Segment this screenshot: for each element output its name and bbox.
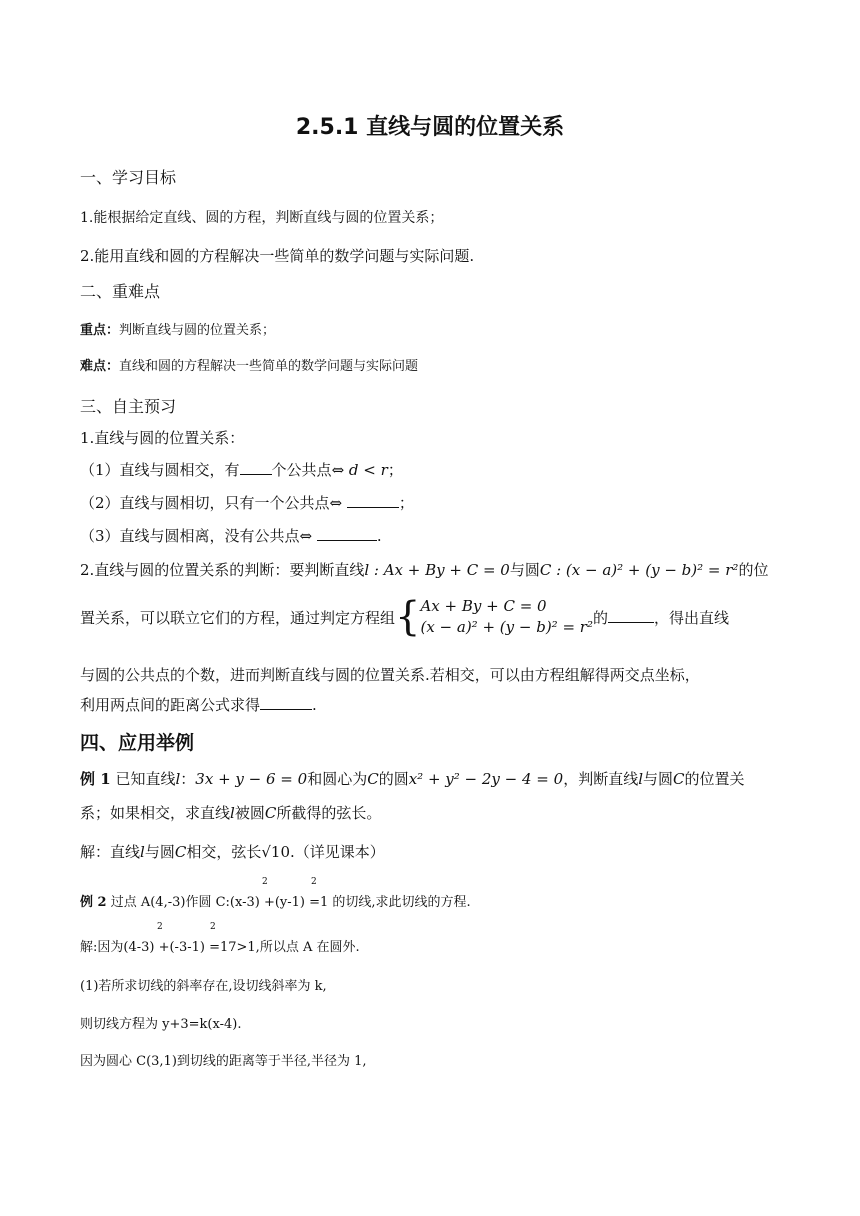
case2-text: （2）直线与圆相切，只有一个公共点 <box>80 494 330 512</box>
case1-text-a: （1）直线与圆相交，有 <box>80 461 240 479</box>
preview-p2 <box>80 559 768 580</box>
preview-p4: 与圆的公共点的个数，进而判断直线与圆的位置关系.若相交，可以由方程组解得两交点坐标， <box>80 666 700 684</box>
preview-case-2 <box>80 492 414 513</box>
case1-text-b: 个公共点 <box>271 461 332 479</box>
sol1-sqrt: √10 <box>261 843 290 861</box>
brace-icon: { <box>395 594 421 640</box>
example-2-label: 例 2 <box>80 895 107 910</box>
ex1-j: l <box>638 770 644 788</box>
ex1-k: 与圆 <box>643 770 674 788</box>
sol1-a: 解：直线 <box>80 843 141 861</box>
example-2-text: 过点 A(4,-3)作圆 C:(x-3) +(y-1) =1 的切线,求此切线的方程. <box>110 895 471 910</box>
key-text: 判断直线与圆的位置关系； <box>119 323 276 338</box>
ex1-c: ： <box>180 770 196 788</box>
case3-end: . <box>376 527 382 545</box>
p3-text-c: ，得出直线 <box>654 608 730 627</box>
hard-point <box>80 355 418 374</box>
equation-system <box>420 596 593 638</box>
iff-icon: ⇔ <box>331 461 345 479</box>
ex1-i: ，判断直线 <box>563 770 639 788</box>
preview-case-3 <box>80 525 382 546</box>
case1-math: d < r <box>348 461 388 479</box>
system-eq-2: (x − a)² + (y − b)² = r² <box>420 618 593 636</box>
ex1-a: 已知直线 <box>115 770 176 788</box>
ex1-g: 的圆 <box>378 770 409 788</box>
key-point <box>80 319 275 338</box>
solution-2-line-3: 则切线方程为 y+3=k(x-4). <box>80 1017 242 1032</box>
sol1-c: 与圆 <box>144 843 175 861</box>
preview-p1: 1.直线与圆的位置关系： <box>80 429 245 447</box>
example-1 <box>80 768 745 789</box>
superscript: 2 <box>262 877 268 887</box>
ex1-b: l <box>175 770 181 788</box>
ex1-circle-eq: x² + y² − 2y − 4 = 0 <box>408 770 564 788</box>
hard-label: 难点： <box>80 359 120 374</box>
solution-2-line-2: (1)若所求切线的斜率存在,设切线斜率为 k, <box>80 979 327 994</box>
p3-text-b: 的 <box>592 608 608 627</box>
preview-p3 <box>80 596 729 638</box>
p5-end: . <box>312 696 317 714</box>
example-1-line-2 <box>80 802 381 823</box>
section-heading-text: 二、重难点 <box>80 282 161 301</box>
preview-case-1 <box>80 459 403 480</box>
blank-field[interactable] <box>240 460 272 475</box>
sol1-g: .（详见课本） <box>290 843 385 861</box>
ex1-l: C <box>673 770 685 788</box>
superscript: 2 <box>210 922 216 932</box>
ex1-e: 和圆心为 <box>307 770 368 788</box>
ex1-line-eq: 3x + y − 6 = 0 <box>195 770 308 788</box>
p2-circle-eq: C : (x − a)² + (y − b)² = r² <box>539 561 739 579</box>
blank-field[interactable] <box>260 695 312 710</box>
case3-text: （3）直线与圆相离，没有公共点 <box>80 527 300 545</box>
hard-text: 直线和圆的方程解决一些简单的数学问题与实际问题 <box>119 359 419 374</box>
section-heading-examples: 四、应用举例 <box>80 732 195 754</box>
example-2 <box>80 891 471 910</box>
preview-p5 <box>80 694 317 715</box>
p2-text-e: 的位 <box>738 561 769 579</box>
ex1-l2b: l <box>230 804 235 822</box>
p3-text-a: 置关系，可以联立它们的方程，通过判定方程组 <box>80 608 396 627</box>
page-title: 2.5.1 直线与圆的位置关系 <box>295 115 565 140</box>
section-heading-preview: 三、自主预习 <box>80 397 177 416</box>
goal-item-2: 2.能用直线和圆的方程解决一些简单的数学问题与实际问题. <box>80 247 475 265</box>
example-1-label: 例 1 <box>80 770 111 788</box>
p5-text: 利用两点间的距离公式求得 <box>80 696 261 714</box>
ex1-l2c: 被圆 <box>234 804 265 822</box>
superscript: 2 <box>157 922 163 932</box>
blank-field[interactable] <box>317 526 377 541</box>
iff-icon: ⇔ <box>299 527 313 545</box>
superscript: 2 <box>311 877 317 887</box>
iff-icon: ⇔ <box>329 494 343 512</box>
ex1-f: C <box>367 770 379 788</box>
ex1-l2a: 系；如果相交，求直线 <box>80 804 231 822</box>
sol1-b: l <box>140 843 145 861</box>
p2-text-c: 与圆 <box>509 561 540 579</box>
case1-end: ； <box>387 461 403 479</box>
key-label: 重点： <box>80 323 120 338</box>
system-eq-1: Ax + By + C = 0 <box>420 597 547 615</box>
solution-2-line-1: 解:因为(4-3) +(-3-1) =17>1,所以点 A 在圆外. <box>80 940 360 955</box>
section-heading-goals: 一、学习目标 <box>80 168 177 187</box>
ex1-m: 的位置关 <box>684 770 745 788</box>
p2-line-eq: l : Ax + By + C = 0 <box>364 561 510 579</box>
sol1-e: 相交，弦长 <box>186 843 262 861</box>
section-heading-keypoints <box>80 279 160 302</box>
p3-tail <box>593 607 729 628</box>
p2-text-a: 2.直线与圆的位置关系的判断：要判断直线 <box>80 561 365 579</box>
case2-end: ； <box>398 494 414 512</box>
sol1-d: C <box>174 843 187 861</box>
solution-2-line-4: 因为圆心 C(3,1)到切线的距离等于半径,半径为 1, <box>80 1054 367 1069</box>
solution-1 <box>80 841 385 862</box>
ex1-l2e: 所截得的弦长。 <box>276 804 382 822</box>
blank-field[interactable] <box>608 608 654 623</box>
ex1-l2d: C <box>264 804 277 822</box>
goal-item-1: 1.能根据给定直线、圆的方程，判断直线与圆的位置关系； <box>80 210 444 226</box>
blank-field[interactable] <box>347 493 399 508</box>
